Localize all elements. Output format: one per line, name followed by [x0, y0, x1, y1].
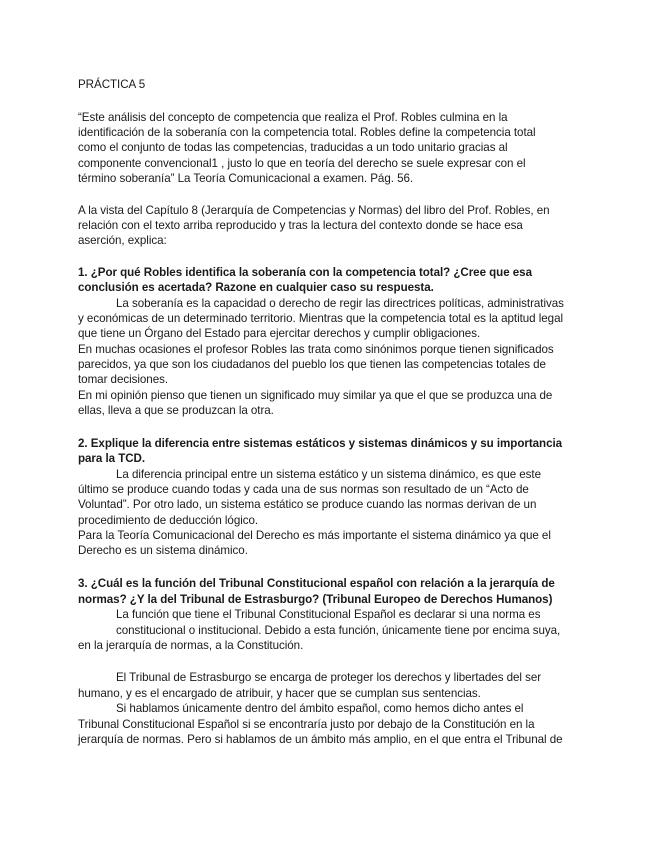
- answer-2-line: Derecho es un sistema dinámico.: [78, 544, 248, 557]
- page-title: PRÁCTICA 5: [78, 78, 146, 91]
- answer-1-line: En muchas ocasiones el profesor Robles las trata como sinónimos porque tienen significados: [78, 343, 554, 356]
- answer-2-line: procedimiento de deducción lógico.: [78, 514, 259, 527]
- quote-line: como el conjunto de todas las competencias, traducidas a un todo unitario gracias al: [78, 141, 508, 154]
- quote-line: componente convencional1 , justo lo que en teoría del derecho se suele expresar con el: [78, 157, 526, 170]
- quote-line: “Este análisis del concepto de competencia que realiza el Prof. Robles culmina en la: [78, 111, 508, 124]
- answer-3-line: jerarquía de normas. Pero si hablamos de un ámbito más amplio, en el que entra el Tribunal de: [78, 733, 563, 746]
- question-3: 3. ¿Cuál es la función del Tribunal Constitucional español con relación a la jerarquía de: [78, 577, 555, 590]
- question-1: 1. ¿Por qué Robles identifica la soberanía con la competencia total? ¿Cree que esa: [78, 266, 532, 279]
- intro-line: A la vista del Capítulo 8 (Jerarquía de Competencias y Normas) del libro del Prof. Robles, en: [78, 204, 550, 217]
- quote-line: término soberanía” La Teoría Comunicacional a examen. Pág. 56.: [78, 172, 414, 185]
- question-2: 2. Explique la diferencia entre sistemas estáticos y sistemas dinámicos y su importancia: [78, 437, 563, 450]
- intro-line: aserción, explica:: [78, 234, 167, 247]
- answer-3-line: en la jerarquía de normas, a la Constitución.: [78, 639, 304, 652]
- answer-3-line: humano, y es el encargado de atribuir, y hacer que se cumplan sus sentencias.: [78, 687, 481, 700]
- answer-1-line: que tiene un Órgano del Estado para ejercitar derechos y cumplir obligaciones.: [78, 327, 481, 340]
- answer-3-line: constitucional o institucional. Debido a esta función, únicamente tiene por encima suya,: [116, 624, 561, 637]
- question-2: para la TCD.: [78, 452, 146, 465]
- answer-1-line: tomar decisiones.: [78, 373, 169, 386]
- answer-3-line: Si hablamos únicamente dentro del ámbito español, como hemos dicho antes el: [116, 702, 524, 715]
- answer-2-line: Voluntad”. Por otro lado, un sistema estático se produce cuando las normas derivan de un: [78, 498, 537, 511]
- answer-2-line: Para la Teoría Comunicacional del Derecho es más importante el sistema dinámico ya que el: [78, 529, 551, 542]
- quote-line: identificación de la soberanía con la competencia total. Robles define la competencia total: [78, 126, 536, 139]
- answer-1-line: En mi opinión pienso que tienen un significado muy similar ya que el que se produzca una de: [78, 389, 553, 402]
- answer-1-line: La soberanía es la capacidad o derecho de regir las directrices políticas, administrativas: [116, 297, 564, 310]
- answer-3-line: La función que tiene el Tribunal Constitucional Español es declarar si una norma es: [116, 608, 541, 621]
- question-1: conclusión es acertada? Razone en cualquier caso su respuesta.: [78, 281, 434, 294]
- answer-3-line: El Tribunal de Estrasburgo se encarga de proteger los derechos y libertades del ser: [116, 671, 542, 684]
- intro-line: relación con el texto arriba reproducido y tras la lectura del contexto donde se hace esa: [78, 219, 523, 232]
- answer-2-line: último se produce cuando todas y cada una de sus normas son resultado de un “Acto de: [78, 483, 529, 496]
- question-3: normas? ¿Y la del Tribunal de Estrasburgo? (Tribunal Europeo de Derechos Humanos): [78, 593, 553, 606]
- answer-3-line: Tribunal Constitucional Español si se encontraría justo por debajo de la Constitución en la: [78, 718, 535, 731]
- answer-1-line: parecidos, ya que son los ciudadanos del pueblo los que tienen las competencias totales de: [78, 358, 546, 371]
- answer-1-line: y económicas de un determinado territorio. Mientras que la competencia total es la aptitud legal: [78, 312, 563, 325]
- answer-2-line: La diferencia principal entre un sistema estático y un sistema dinámico, es que este: [116, 468, 541, 481]
- answer-1-line: ellas, lleva a que se produzcan la otra.: [78, 404, 274, 417]
